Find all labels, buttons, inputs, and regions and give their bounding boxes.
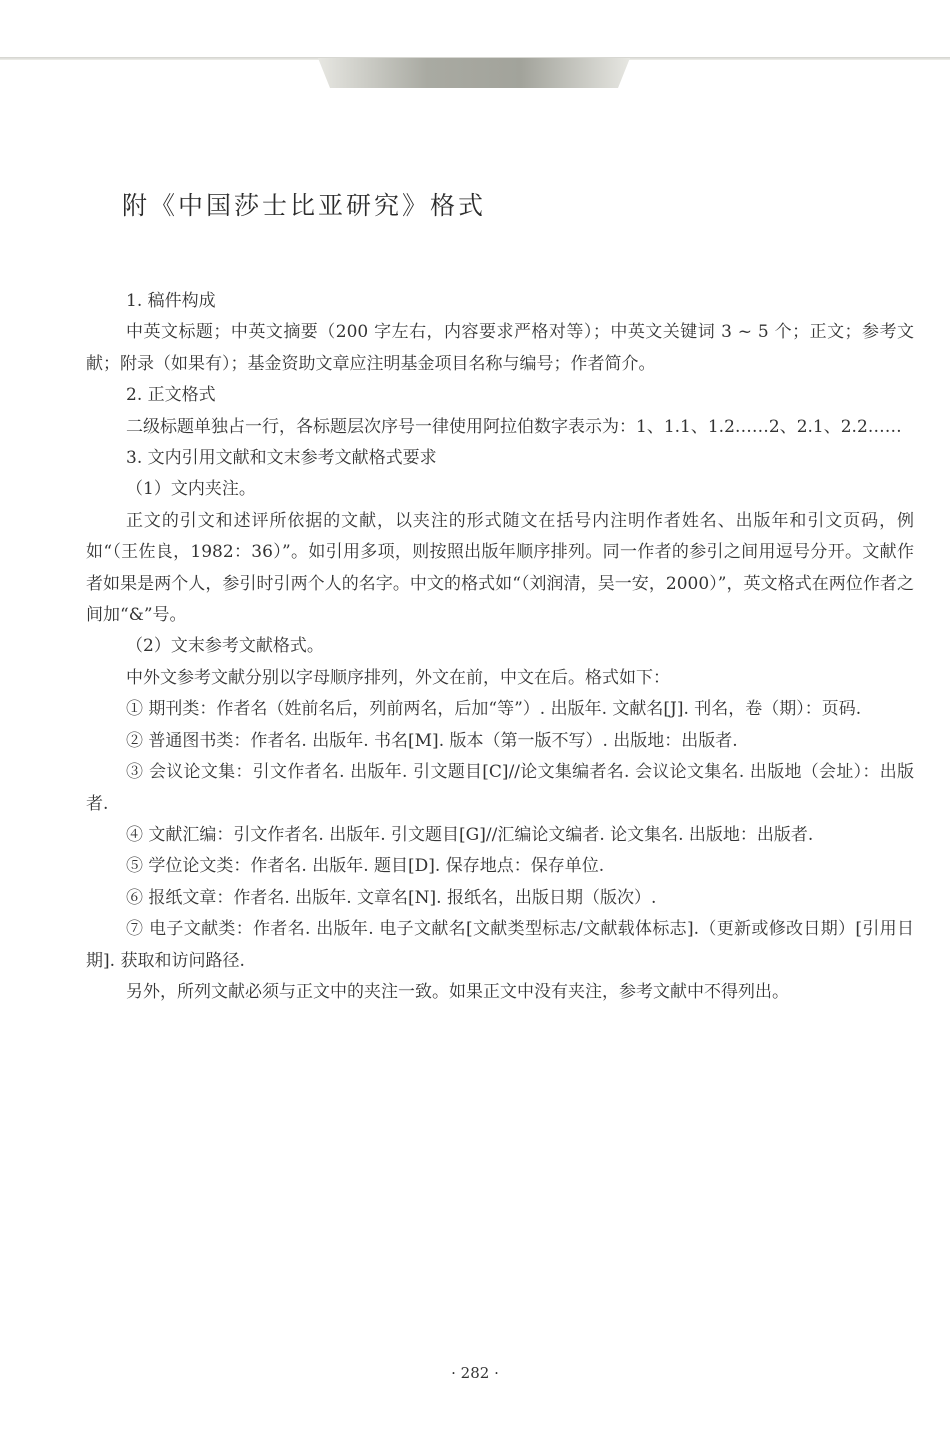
- paragraph: 二级标题单独占一行，各标题层次序号一律使用阿拉伯数字表示为：1、1.1、1.2……2、2.1、2.2……: [126, 416, 902, 437]
- reference-format-item: ⑥ 报纸文章：作者名. 出版年. 文章名[N]. 报纸名，出版日期（版次）.: [126, 887, 657, 908]
- paragraph: 中英文标题；中英文摘要（200 字左右，内容要求严格对等）；中英文关键词 3 ~ 5 个；正文；参考文献；附录（如果有）；基金资助文章应注明基金项目名称与编号；作者简介。: [86, 322, 914, 374]
- sub-heading: （1）文内夹注。: [126, 479, 256, 500]
- reference-format-item: ① 期刊类：作者名（姓前名后，列前两名，后加“等”）. 出版年. 文献名[J]. 刊名，卷（期）：页码.: [126, 699, 862, 720]
- header-tab-ornament: [318, 58, 630, 88]
- reference-format-item: ② 普通图书类：作者名. 出版年. 书名[M]. 版本（第一版不写）. 出版地：出版者.: [126, 730, 738, 751]
- reference-format-item: ④ 文献汇编：引文作者名. 出版年. 引文题目[G]//汇编论文编者. 论文集名. 出版地：出版者.: [126, 824, 814, 845]
- paragraph: 另外，所列文献必须与正文中的夹注一致。如果正文中没有夹注，参考文献中不得列出。: [126, 981, 789, 1002]
- section-heading: 3. 文内引用文献和文末参考文献格式要求: [126, 448, 437, 469]
- page-title: 附《中国莎士比亚研究》格式: [122, 191, 487, 220]
- reference-format-item: ⑤ 学位论文类：作者名. 出版年. 题目[D]. 保存地点：保存单位.: [126, 856, 605, 877]
- body-text: [86, 286, 914, 1008]
- paragraph: 中外文参考文献分别以字母顺序排列，外文在前，中文在后。格式如下：: [126, 667, 670, 688]
- sub-heading: （2）文末参考文献格式。: [126, 636, 324, 657]
- paragraph: 正文的引文和述评所依据的文献，以夹注的形式随文在括号内注明作者姓名、出版年和引文页码，例如“（王佐良，1982：36）”。如引用多项，则按照出版年顺序排列。同一作者的参引之间用逗号分开。文献作者如果是两个人，参引时引两个人的名字。中文的格式如“（刘润清，吴一安，2000）”，英文格式在两位作者之间加“&”号。: [86, 510, 914, 626]
- section-heading: 1. 稿件构成: [126, 291, 216, 311]
- page-number: · 282 ·: [451, 1364, 499, 1382]
- reference-format-item: ⑦ 电子文献类：作者名. 出版年. 电子文献名[文献类型标志/文献载体标志].（更新或修改日期）[引用日期]. 获取和访问路径.: [86, 919, 914, 971]
- reference-format-item: ③ 会议论文集：引文作者名. 出版年. 引文题目[C]//论文集编者名. 会议论文集名. 出版地（会址）：出版者.: [86, 762, 914, 814]
- section-heading: 2. 正文格式: [126, 385, 216, 406]
